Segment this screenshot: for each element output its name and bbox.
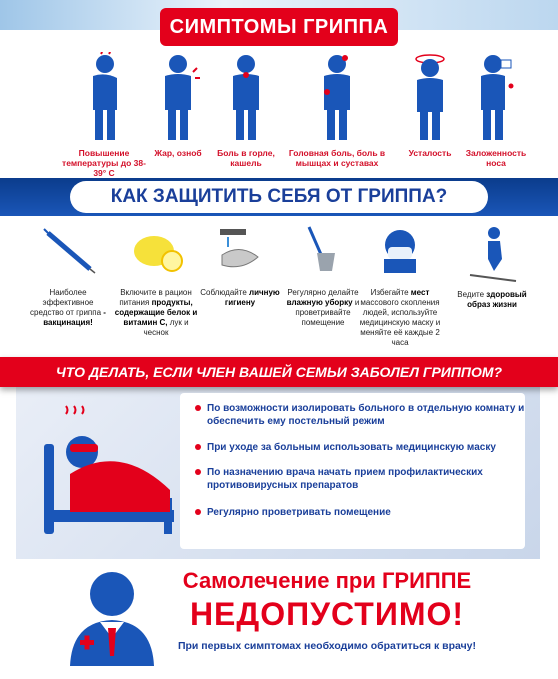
warning-line1: Самолечение при ГРИППЕ: [182, 568, 472, 593]
family-title: ЧТО ДЕЛАТЬ, ЕСЛИ ЧЛЕН ВАШЕЙ СЕМЬИ ЗАБОЛЕЛ ГРИППОМ?: [55, 364, 503, 380]
lemon-icon: [128, 225, 184, 275]
family-item: По назначению врача начать прием профилактических противовирусных препаратов: [195, 466, 527, 492]
protect-text-bold: здоровый образ жизни: [467, 290, 527, 309]
sick-person-bed-icon: [30, 398, 180, 548]
protect-item-hygiene: [200, 225, 280, 308]
protect-text-bold: продукты, содержащие белок и витамин С,: [114, 298, 198, 327]
symptom-fatigue: [400, 52, 460, 158]
family-item: Регулярно проветривать помещение: [195, 506, 527, 519]
family-item: По возможности изолировать больного в отдельную комнату и обеспечить ему постельный режим: [195, 402, 527, 428]
medical-mask-icon: [372, 225, 428, 275]
headache-figure-icon: [312, 52, 362, 142]
protect-item-food: [110, 225, 202, 338]
symptom-nose: [460, 52, 532, 168]
protect-text-pre: Соблюдайте: [200, 288, 249, 297]
warning-line2: НЕДОПУСТИМО!: [189, 596, 465, 632]
symptom-label: Повышение температуры до 38-39° С: [62, 148, 146, 179]
symptom-label: Жар, озноб: [154, 148, 202, 158]
protection-title: КАК ЗАЩИТИТЬ СЕБЯ ОТ ГРИППА?: [70, 181, 488, 213]
sore-throat-figure-icon: [221, 52, 271, 142]
symptom-label: Усталость: [408, 148, 452, 158]
protect-item-lifestyle: [452, 225, 532, 310]
protect-text-bold: - вакцинация!: [43, 308, 106, 327]
protect-text-pre: Регулярно делайте: [287, 288, 359, 297]
protect-text-pre: Ведите: [457, 290, 487, 299]
protect-item-vaccine: [28, 225, 108, 328]
chills-figure-icon: [153, 52, 203, 142]
fatigue-figure-icon: [405, 52, 455, 142]
protect-item-mask: [352, 225, 448, 348]
protect-text-post: лук и чеснок: [143, 318, 189, 337]
family-item: При уходе за больным использовать медицинскую маску: [195, 441, 527, 454]
symptom-fever: [58, 52, 150, 179]
fever-figure-icon: [79, 52, 129, 142]
protect-text-bold: мест: [410, 288, 430, 297]
symptom-label: Заложенность носа: [465, 148, 527, 169]
protect-text-post: массового скопления людей, используйте медицинскую маску и меняйте её каждые 2 часа: [359, 298, 441, 347]
symptom-throat: [214, 52, 278, 168]
runny-nose-figure-icon: [471, 52, 521, 142]
symptom-label: Головная боль, боль в мышцах и суставах: [288, 148, 386, 169]
protect-text-bold: личную гигиену: [224, 288, 280, 307]
protect-text-post: и проветривайте помещение: [295, 298, 360, 327]
mop-bucket-icon: [295, 225, 351, 275]
skier-icon: [464, 225, 520, 285]
doctor-icon: [62, 568, 162, 668]
protect-text-pre: Наиболее эффективное средство от гриппа: [30, 288, 104, 317]
symptoms-title: СИМПТОМЫ ГРИППА: [160, 8, 398, 46]
syringe-icon: [40, 225, 96, 275]
protect-text-pre: Включите в рацион питания: [119, 288, 192, 307]
protect-text-pre: Избегайте: [370, 288, 411, 297]
symptom-chills: [148, 52, 208, 158]
hand-washing-icon: [212, 225, 268, 275]
warning-line3: При первых симптомах необходимо обратиться к врачу!: [177, 640, 477, 652]
symptom-headache: [282, 52, 392, 168]
symptom-label: Боль в горле, кашель: [217, 148, 275, 169]
protect-text-bold: влажную уборку: [286, 298, 353, 307]
